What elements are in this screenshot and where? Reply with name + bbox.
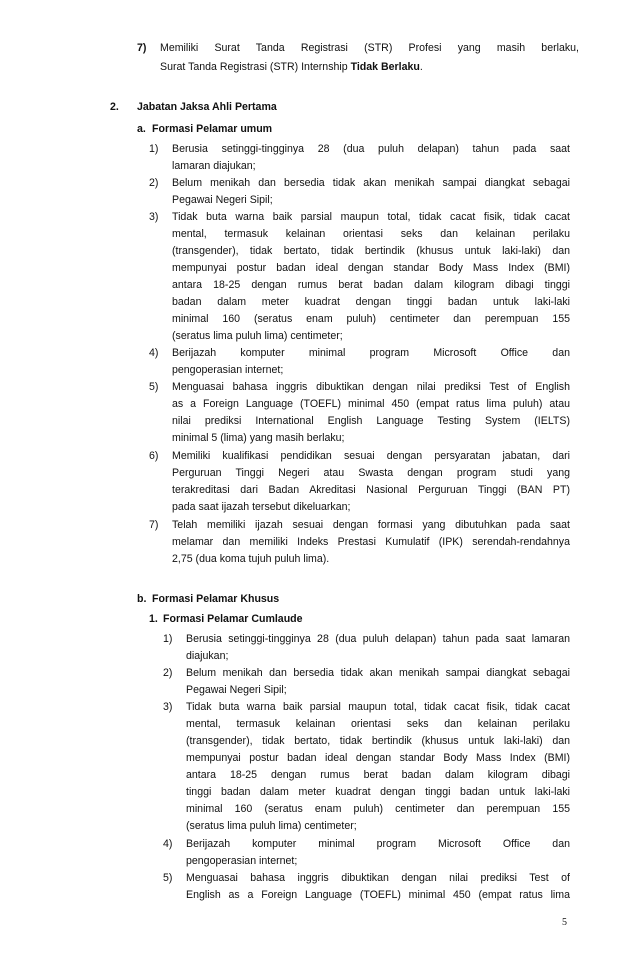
subsection-label: a. (137, 123, 146, 135)
subsubsection-label: 1. (149, 613, 158, 625)
list-line: badan dalam meter kuadrat dengan tinggi badan untuk laki-laki (172, 296, 570, 308)
list-number: 2) (149, 177, 159, 189)
list-line: Belum menikah dan bersedia tidak akan menikah sampai diangkat sebagai (186, 667, 570, 679)
list-line: minimal 160 (seratus enam puluh) centimeter dan perempuan 155 (172, 313, 570, 325)
list-number: 3) (149, 211, 159, 223)
list-line: (seratus lima puluh lima) centimeter; (186, 820, 357, 832)
list-line: pengoperasian internet; (172, 364, 284, 376)
list-number: 3) (163, 701, 173, 713)
list-line: Tidak buta warna baik parsial maupun total, tidak cacat fisik, tidak cacat (186, 701, 570, 713)
subsection-title: Formasi Pelamar Khusus (152, 593, 280, 605)
list-line: pengoperasian internet; (186, 855, 298, 867)
list-number: 2) (163, 667, 173, 679)
section-number: 2. (110, 101, 119, 113)
list-line: Memiliki kualifikasi pendidikan sesuai dengan persyaratan jabatan, dari (172, 450, 570, 462)
list-number: 4) (149, 347, 159, 359)
list-line: (seratus lima puluh lima) centimeter; (172, 330, 343, 342)
list-line: Perguruan Tinggi Negeri atau Swasta dengan program studi yang (172, 467, 570, 479)
list-number: 7) (149, 519, 159, 531)
list-line: Pegawai Negeri Sipil; (172, 194, 273, 206)
item-line: Surat Tanda Registrasi (STR) Internship Tidak Berlaku. (160, 61, 423, 73)
list-line: antara 18-25 dengan rumus berat badan dalam kilogram dibagi (186, 769, 570, 781)
list-line: as a Foreign Language (TOEFL) minimal 450 (empat ratus lima puluh) atau (172, 398, 570, 410)
emphasis-text: Tidak Berlaku (350, 61, 420, 73)
list-line: 2,75 (dua koma tujuh puluh lima). (172, 553, 330, 565)
list-line: (transgender), tidak bertato, tidak bertindik (khusus untuk laki-laki) dan (172, 245, 570, 257)
list-line: tinggi badan dalam meter kuadrat dengan tinggi badan untuk laki-laki (186, 786, 570, 798)
list-line: mempunyai postur badan ideal dengan standar Body Mass Index (BMI) (186, 752, 570, 764)
list-line: Tidak buta warna baik parsial maupun total, tidak cacat fisik, tidak cacat (172, 211, 570, 223)
list-line: Pegawai Negeri Sipil; (186, 684, 287, 696)
list-line: English as a Foreign Language (TOEFL) minimal 450 (empat ratus lima (186, 889, 570, 901)
list-line: Telah memiliki ijazah sesuai dengan formasi yang dibutuhkan pada saat (172, 519, 570, 531)
list-line: Berijazah komputer minimal program Microsoft Office dan (172, 347, 570, 359)
list-number: 5) (149, 381, 159, 393)
list-line: lamaran diajukan; (172, 160, 256, 172)
list-number: 1) (149, 143, 159, 155)
list-number: 6) (149, 450, 159, 462)
list-line: minimal 160 (seratus enam puluh) centimeter dan perempuan 155 (186, 803, 570, 815)
subsection-label: b. (137, 593, 147, 605)
list-line: antara 18-25 dengan rumus berat badan dalam kilogram dibagi tinggi (172, 279, 570, 291)
subsubsection-title: Formasi Pelamar Cumlaude (163, 613, 303, 625)
list-line: diajukan; (186, 650, 229, 662)
list-line: Menguasai bahasa inggris dibuktikan dengan nilai prediksi Test of (186, 872, 570, 884)
item-line: Memiliki Surat Tanda Registrasi (STR) Profesi yang masih berlaku, (160, 42, 579, 54)
list-line: Menguasai bahasa inggris dibuktikan dengan nilai prediksi Test of English (172, 381, 570, 393)
list-line: Belum menikah dan bersedia tidak akan menikah sampai diangkat sebagai (172, 177, 570, 189)
list-line: melamar dan memiliki Indeks Prestasi Kumulatif (IPK) serendah-rendahnya (172, 536, 570, 548)
list-line: pada saat ijazah tersebut dikeluarkan; (172, 501, 351, 513)
list-line: mempunyai postur badan ideal dengan standar Body Mass Index (BMI) (172, 262, 570, 274)
list-number: 1) (163, 633, 173, 645)
list-line: Berusia setinggi-tingginya 28 (dua puluh delapan) tahun pada saat (172, 143, 570, 155)
subsection-title: Formasi Pelamar umum (152, 123, 273, 135)
list-line: mental, termasuk kelainan orientasi seks dan kelainan perilaku (172, 228, 570, 240)
list-line: mental, termasuk kelainan orientasi seks dan kelainan perilaku (186, 718, 570, 730)
list-number: 5) (163, 872, 173, 884)
list-line: nilai prediksi International English Language Testing System (IELTS) (172, 415, 570, 427)
list-line: Berijazah komputer minimal program Microsoft Office dan (186, 838, 570, 850)
list-line: (transgender), tidak bertato, tidak bertindik (khusus untuk laki-laki) dan (186, 735, 570, 747)
page-number: 5 (562, 917, 567, 928)
list-line: Berusia setinggi-tingginya 28 (dua puluh delapan) tahun pada saat lamaran (186, 633, 570, 645)
list-number: 4) (163, 838, 173, 850)
list-line: terakreditasi dari Badan Akreditasi Nasional Perguruan Tinggi (BAN PT) (172, 484, 570, 496)
list-line: minimal 5 (lima) yang masih berlaku; (172, 432, 345, 444)
section-title: Jabatan Jaksa Ahli Pertama (137, 101, 277, 113)
item-number: 7) (137, 42, 147, 54)
